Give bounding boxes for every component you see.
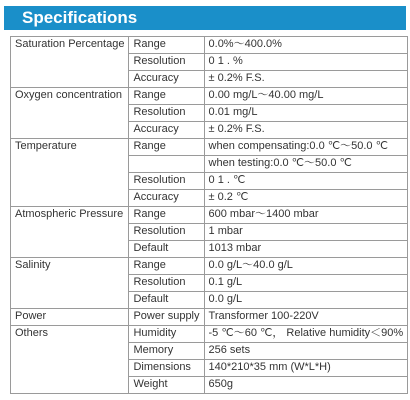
value-cell: when compensating:0.0 ℃～50.0 ℃ xyxy=(204,139,408,156)
value-cell: 0.0 g/L xyxy=(204,292,408,309)
parameter-cell: Range xyxy=(129,139,204,156)
table-row xyxy=(11,139,408,156)
category-cell: Atmospheric Pressure xyxy=(11,207,129,258)
table-row xyxy=(11,37,408,54)
table-row xyxy=(11,88,408,105)
parameter-cell: Resolution xyxy=(129,173,204,190)
value-cell: 0.01 mg/L xyxy=(204,105,408,122)
value-cell: 140*210*35 mm (W*L*H) xyxy=(204,360,408,377)
value-cell: 1 mbar xyxy=(204,224,408,241)
value-cell: 600 mbar～1400 mbar xyxy=(204,207,408,224)
specifications-table xyxy=(10,36,408,394)
parameter-cell: Range xyxy=(129,88,204,105)
value-cell: 0.00 mg/L～40.00 mg/L xyxy=(204,88,408,105)
table-row xyxy=(11,258,408,275)
parameter-cell: Resolution xyxy=(129,54,204,71)
parameter-cell: Range xyxy=(129,37,204,54)
value-cell: -5 ℃～60 ℃， Relative humidity＜90% xyxy=(204,326,408,343)
parameter-cell: Accuracy xyxy=(129,190,204,207)
value-cell: 0.1 g/L xyxy=(204,275,408,292)
parameter-cell: Resolution xyxy=(129,275,204,292)
parameter-cell: Resolution xyxy=(129,105,204,122)
parameter-cell: Dimensions xyxy=(129,360,204,377)
category-cell: Saturation Percentage xyxy=(11,37,129,88)
parameter-cell: Humidity xyxy=(129,326,204,343)
page-title: Specifications xyxy=(22,8,138,27)
value-cell: ± 0.2 ℃ xyxy=(204,190,408,207)
parameter-cell: Accuracy xyxy=(129,122,204,139)
value-cell: 256 sets xyxy=(204,343,408,360)
table-row xyxy=(11,309,408,326)
parameter-cell: Power supply xyxy=(129,309,204,326)
value-cell: 0 1 . % xyxy=(204,54,408,71)
parameter-cell: Range xyxy=(129,258,204,275)
value-cell: Transformer 100-220V xyxy=(204,309,408,326)
specifications-header xyxy=(4,6,406,30)
parameter-cell: Range xyxy=(129,207,204,224)
parameter-cell: Resolution xyxy=(129,224,204,241)
parameter-cell: Default xyxy=(129,292,204,309)
value-cell: 0.0 g/L～40.0 g/L xyxy=(204,258,408,275)
category-cell: Oxygen concentration xyxy=(11,88,129,139)
category-cell: Temperature xyxy=(11,139,129,207)
parameter-cell: Memory xyxy=(129,343,204,360)
value-cell: 0 1 . ℃ xyxy=(204,173,408,190)
table-row xyxy=(11,326,408,343)
parameter-cell: Accuracy xyxy=(129,71,204,88)
category-cell: Salinity xyxy=(11,258,129,309)
parameter-cell: Default xyxy=(129,241,204,258)
parameter-cell: Weight xyxy=(129,377,204,394)
value-cell: ± 0.2% F.S. xyxy=(204,71,408,88)
value-cell: 650g xyxy=(204,377,408,394)
value-cell: 1013 mbar xyxy=(204,241,408,258)
category-cell: Others xyxy=(11,326,129,394)
category-cell: Power xyxy=(11,309,129,326)
parameter-cell xyxy=(129,156,204,173)
value-cell: ± 0.2% F.S. xyxy=(204,122,408,139)
value-cell: when testing:0.0 ℃～50.0 ℃ xyxy=(204,156,408,173)
table-row xyxy=(11,207,408,224)
value-cell: 0.0%～400.0% xyxy=(204,37,408,54)
